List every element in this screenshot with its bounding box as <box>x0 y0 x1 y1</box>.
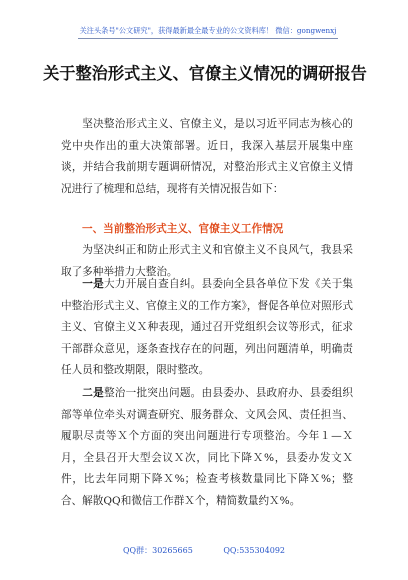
item-one-text: 大力开展自查自纠。县委向全县各单位下发《关于集中整治形式主义、官僚主义的工作方案》，督促各单位对照形式主义、官僚主义Ｘ种表现，通过召开党组织会议等形式，征求干部群众意见，逐条查找存在的问题，列出问题清单，明确责任人员和整改期限，限时整改。 <box>61 278 354 376</box>
footer-qq: QQ:535304092 <box>223 546 285 555</box>
footer-qq-group: QQ群：30265665 <box>122 546 193 555</box>
document-title: 关于整治形式主义、官僚主义情况的调研报告 <box>43 64 367 83</box>
section-heading: 一、当前整治形式主义、官僚主义工作情况 <box>82 223 284 235</box>
item-one-paragraph <box>61 274 353 382</box>
footer-contact <box>0 544 408 558</box>
intro-paragraph <box>61 114 353 200</box>
item-one-lead: 一是 <box>82 278 104 290</box>
item-two-text: 整治一批突出问题。由县委办、县政府办、县委组织部等单位牵头对调查研究、服务群众、文风会风、责任担当、履职尽责等Ｘ个方面的突出问题进行专项整治。今年１—Ｘ月，全县召开大型会议Ｘ次，同比下降Ｘ%，县委办发文Ｘ件，比去年同期下降Ｘ%；检查考核数量同比下降Ｘ%；整合、解散QQ和微信工作群Ｘ个，精简数量约Ｘ%。 <box>61 387 354 507</box>
item-two-lead: 二是 <box>82 387 104 399</box>
intro-text: 坚决整治形式主义、官僚主义，是以习近平同志为核心的党中央作出的重大决策部署。近日，我深入基层开展集中座谈，并结合我前期专题调研情况，对整治形式主义官僚主义情况进行了梳理和总结，现将有关情况报告如下： <box>61 118 353 195</box>
header-banner: 关注头条号"公文研究"，获得最新最全最专业的公文资料库！ 微信：gongwenxj <box>78 24 338 39</box>
section-lead-text: 为坚决纠正和防止形式主义和官僚主义不良风气，我县采取了多种举措力大整治。 <box>61 244 353 278</box>
item-two-paragraph <box>61 383 353 512</box>
